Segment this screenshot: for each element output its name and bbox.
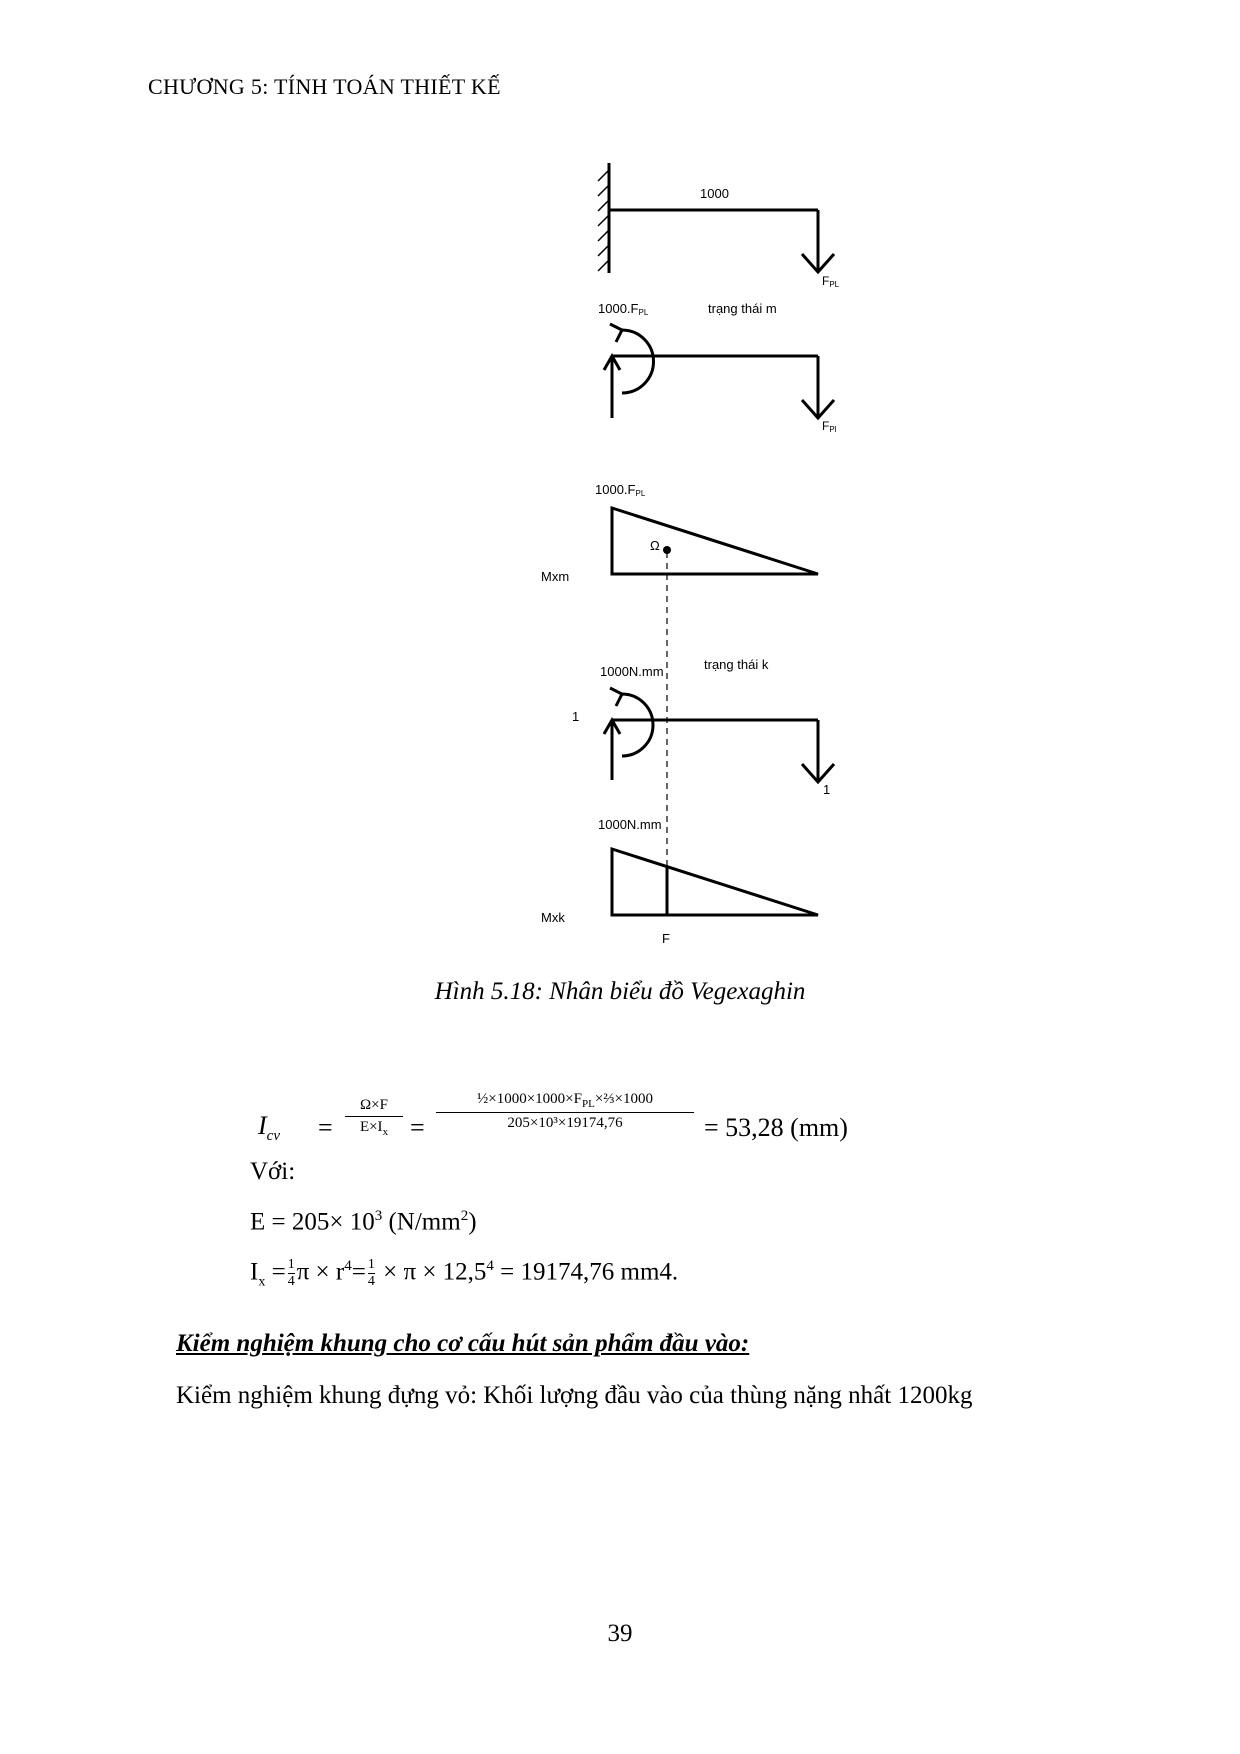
mxk-label: Mxk <box>541 910 565 925</box>
centroid-point <box>663 546 671 554</box>
force-top-label: FPL <box>822 274 840 289</box>
span-label: 1000 <box>700 186 729 201</box>
moment-arc-m <box>622 330 654 393</box>
moment-k-label: 1000N.mm <box>600 664 664 679</box>
state-m-label: trạng thái m <box>708 301 777 316</box>
fraction-1: Ω×F $E\times I_x$ <box>345 1097 403 1138</box>
omega-label: Ω <box>650 538 660 553</box>
moment-m-label: 1000.FPL <box>598 301 649 317</box>
state-k-label: trạng thái k <box>704 657 769 672</box>
section-title: Kiểm nghiệm khung cho cơ cấu hút sản phẩm đầu vào: <box>176 1330 750 1357</box>
body-paragraph: Kiểm nghiệm khung đựng vỏ: Khối lượng đầu vào của thùng nặng nhất 1200kg <box>176 1382 973 1409</box>
wall-hatching <box>598 170 609 271</box>
unit-left-label: 1 <box>572 709 580 724</box>
eq-sign-2: = <box>410 1113 425 1142</box>
eq-sign-1: = <box>318 1113 333 1142</box>
mxm-top-label: 1000.FPL <box>595 482 646 498</box>
with-label: Với: <box>250 1158 296 1185</box>
quarter-fraction-1: $\frac{1}{4}$ <box>287 1257 295 1290</box>
mxm-triangle <box>612 508 818 574</box>
figure-caption: Hình 5.18: Nhân biểu đồ Vegexaghin <box>434 978 806 1005</box>
mxk-top-label: 1000N.mm <box>598 817 662 832</box>
deflection-formula <box>258 1083 958 1153</box>
formula-result: = 53,28 (mm) <box>704 1113 848 1142</box>
moment-arc-k <box>622 694 653 756</box>
inertia-line: $I_x$ = $\frac{1}{4}$ $\pi \times r^4=$ $\frac{1}{4}$ × $\pi \times 12,5^4 = 19174,76$ mm4. <box>250 1257 679 1290</box>
unit-force-label: 1 <box>823 782 831 797</box>
mxm-label: Mxm <box>541 569 570 584</box>
force-m-label: FPl <box>822 419 837 434</box>
quarter-fraction-2: $\frac{1}{4}$ <box>367 1257 375 1290</box>
modulus-line: $E = 205\times 10^3$ $(N/mm^2)$ <box>250 1208 477 1236</box>
formula-lhs: $I_{cv}$ <box>258 1111 280 1145</box>
fraction-2: $\frac{1}{2}\times 1000\times 1000\times F_{PL}\times\frac{2}{3}\times 1000$ 205×10³×19174,76 <box>436 1091 694 1132</box>
mxk-triangle <box>612 849 818 915</box>
chapter-header: CHƯƠNG 5: TÍNH TOÁN THIẾT KẾ <box>148 74 501 99</box>
f-point-label: F <box>662 931 670 946</box>
page-number: 39 <box>607 1620 633 1647</box>
